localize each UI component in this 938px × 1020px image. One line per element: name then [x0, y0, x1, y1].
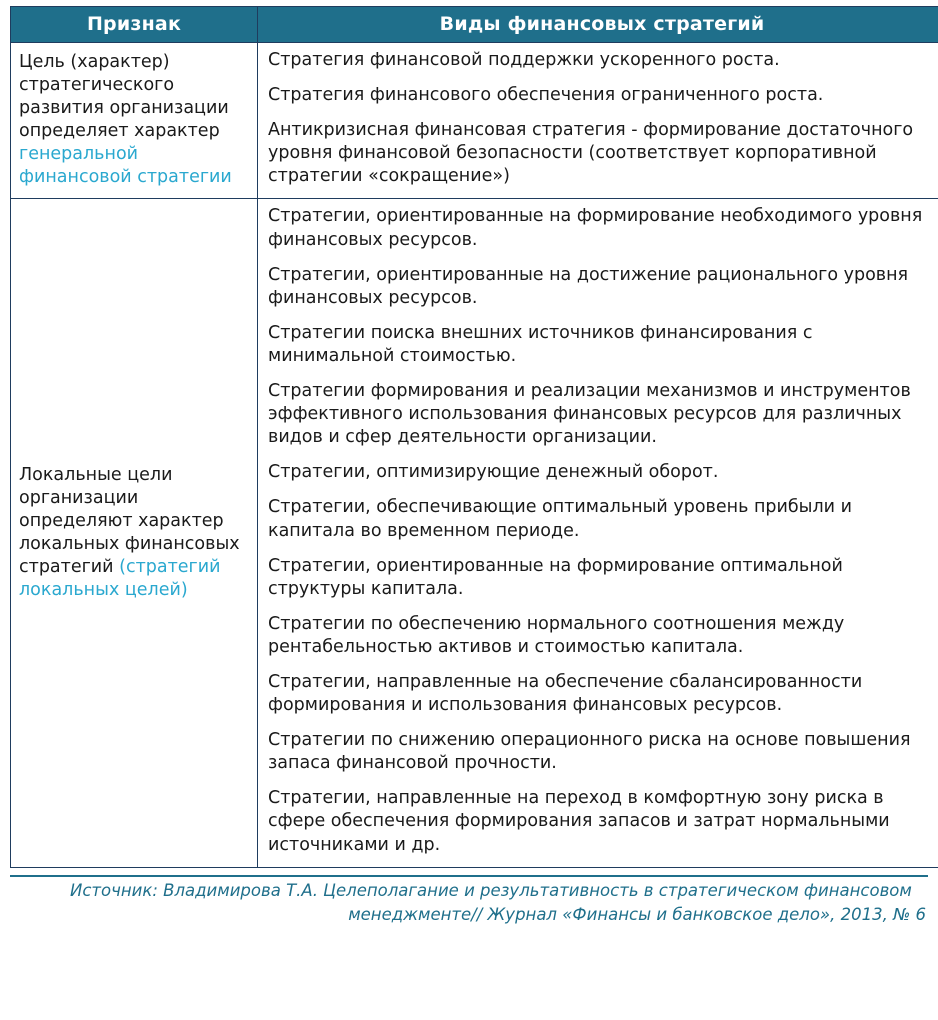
list-item: Стратегии, обеспечивающие оптимальный уровень прибыли и капитала во временном периоде.: [268, 497, 852, 541]
list-item: Стратегии, направленные на переход в комфортную зону риска в сфере обеспечения формирования запасов и затрат нормальными источниками и др.: [268, 788, 890, 855]
table-row: [11, 43, 938, 199]
list-item: Стратегии, ориентированные на формирование оптимальной структуры капитала.: [268, 555, 843, 599]
strategy-list-local: [258, 199, 938, 867]
list-item: Стратегии, направленные на обеспечение сбалансированности формирования и использования финансовых ресурсов.: [268, 671, 863, 716]
table-header-row: [11, 7, 938, 43]
column-header-feature: Признак: [11, 7, 258, 43]
list-item: Стратегии формирования и реализации механизмов и инструментов эффективного использования финансовых ресурсов для различных видов и сфер деятельности организации.: [268, 381, 911, 448]
feature-text-plain: Цель (характер) стратегического развития организации определяет характер: [19, 52, 229, 142]
feature-cell-general: [11, 43, 258, 199]
source-line-2: менеджменте// Журнал «Финансы и банковское дело», 2013, № 6: [348, 904, 926, 924]
table-body: [11, 43, 938, 868]
list-item: Стратегия финансовой поддержки ускоренного роста.: [268, 50, 780, 70]
column-header-types: Виды финансовых стратегий: [258, 7, 938, 43]
list-item: Стратегии по снижению операционного риска на основе повышения запаса финансовой прочности.: [268, 730, 911, 774]
feature-text-accent: (стратегий локальных целей): [19, 557, 221, 601]
source-note: [10, 875, 928, 927]
source-line-1: Источник: Владимирова Т.А. Целеполагание и результативность в стратегическом финансовом: [70, 880, 912, 900]
strategy-list-general: [258, 43, 938, 199]
list-item: Стратегии, оптимизирующие денежный оборот.: [268, 462, 719, 483]
list-item: Стратегия финансового обеспечения ограниченного роста.: [268, 85, 824, 106]
strategies-table: [10, 6, 938, 868]
feature-cell-local: [11, 199, 258, 867]
list-item: Стратегии по обеспечению нормального соотношения между рентабельностью активов и стоимостью капитала.: [268, 613, 845, 657]
list-item: Стратегии поиска внешних источников финансирования с минимальной стоимостью.: [268, 322, 813, 366]
list-item: Стратегии, ориентированные на формирование необходимого уровня финансовых ресурсов.: [268, 206, 923, 250]
list-item: Стратегии, ориентированные на достижение рационального уровня финансовых ресурсов.: [268, 264, 909, 308]
feature-text-accent: генеральной финансовой стратегии: [19, 144, 232, 188]
table-row: [11, 199, 938, 867]
feature-text-plain: Локальные цели организации определяют характер локальных финансовых стратегий: [19, 464, 240, 578]
table-head: [11, 7, 938, 43]
list-item: Антикризисная финансовая стратегия - формирование достаточного уровня финансовой безопасности (соответствует корпоративной стратегии «сокращение»): [268, 120, 914, 187]
